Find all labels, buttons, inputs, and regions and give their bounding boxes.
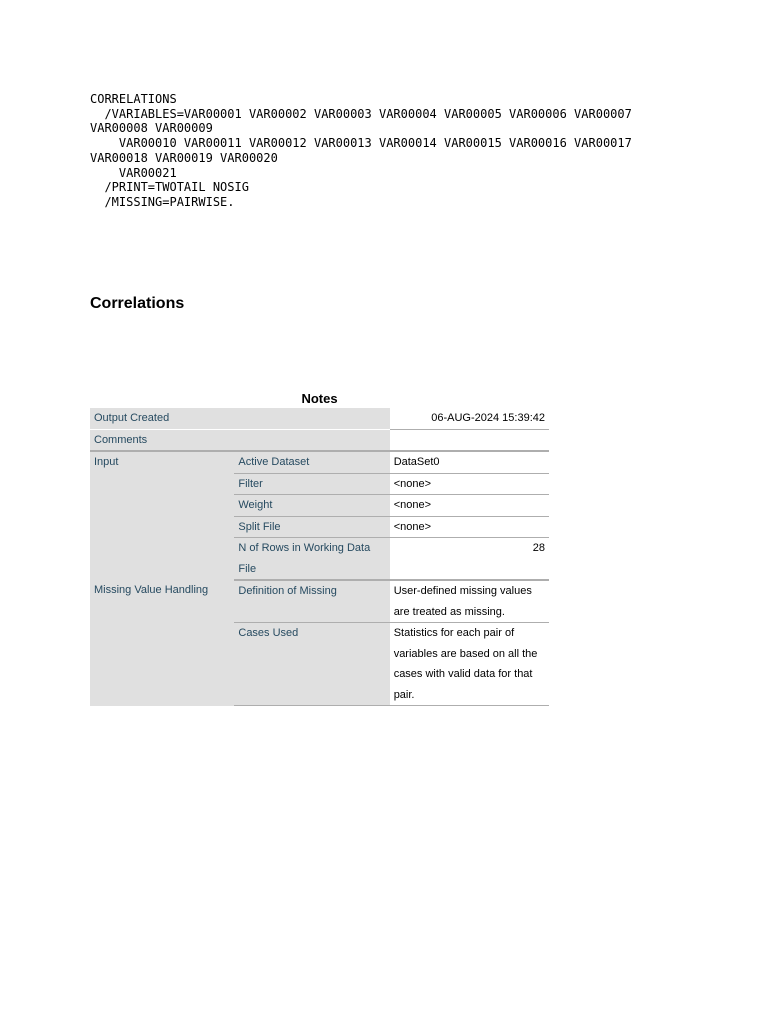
notes-row-label: N of Rows in Working Data File [234, 538, 389, 581]
notes-table [90, 389, 549, 706]
notes-row-value: 28 [390, 538, 549, 581]
notes-row-comments [90, 429, 549, 451]
notes-row-label: Definition of Missing [234, 580, 389, 623]
notes-row-label: Cases Used [234, 623, 389, 706]
notes-row-output-created [90, 408, 549, 429]
section-title: Correlations [90, 295, 185, 312]
notes-row-value [390, 429, 549, 451]
notes-row-definition-of-missing [90, 580, 549, 623]
notes-row-label: Output Created [90, 408, 390, 429]
notes-row-value: <none> [390, 495, 549, 517]
notes-row-value: DataSet0 [390, 451, 549, 473]
notes-row-label: Weight [234, 495, 389, 517]
notes-row-label: Comments [90, 429, 390, 451]
notes-row-value: <none> [390, 473, 549, 495]
notes-row-label: Filter [234, 473, 389, 495]
notes-group-label-input: Input [90, 451, 234, 580]
notes-row-value: 06-AUG-2024 15:39:42 [390, 408, 549, 429]
notes-table-title: Notes [301, 391, 338, 406]
notes-row-value: <none> [390, 516, 549, 538]
notes-group-label-missing: Missing Value Handling [90, 580, 234, 706]
notes-row-value: User-defined missing values are treated as missing. [390, 580, 549, 623]
notes-row-label: Split File [234, 516, 389, 538]
notes-row-active-dataset [90, 451, 549, 473]
notes-row-label: Active Dataset [234, 451, 389, 473]
syntax-log: CORRELATIONS /VARIABLES=VAR00001 VAR00002 VAR00003 VAR00004 VAR00005 VAR00006 VAR00007 VAR00008 VAR00009 VAR00010 VAR00011 VAR00012 VAR00013 VAR00014 VAR00015 VAR00016 VAR00017 VAR00018 VAR00019 VAR00020 VAR00021 /PRINT=TWOTAIL NOSIG /MISSING=PAIRWISE. [90, 92, 632, 209]
notes-row-value: Statistics for each pair of variables are based on all the cases with valid data for that pair. [390, 623, 549, 706]
